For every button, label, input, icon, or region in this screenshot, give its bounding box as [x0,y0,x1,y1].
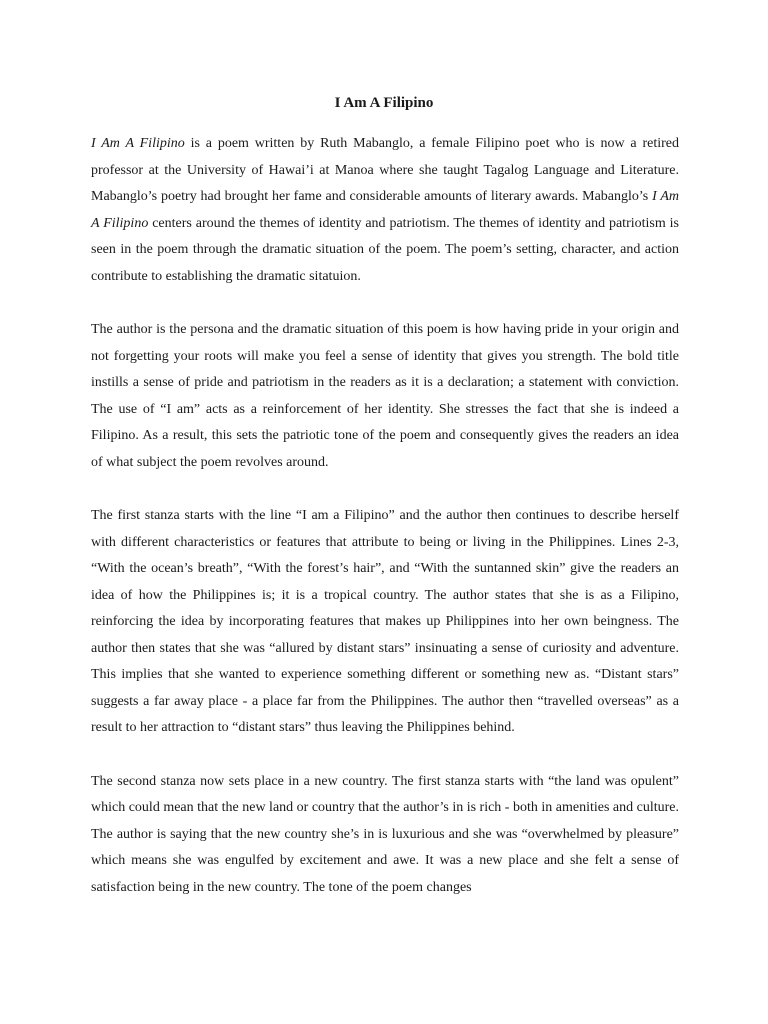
document-body [91,131,679,928]
paragraph-text: The first stanza starts with the line “I am a Filipino” and the author then continues to describe herself with different characteristics or features that attribute to being or living in the Philippines. Lines 2-3, “With the ocean’s breath”, “With the forest’s hair”, and “With the suntanned skin” give the readers an idea of how the Philippines is; it is a tropical country. The author states that she is as a Filipino, reinforcing the idea by incorporating features that makes up Philippines into her own beingness. The author then states that she was “allured by distant stars” insinuating a sense of curiosity and adventure. This implies that she wanted to experience something different or something new as. “Distant stars” suggests a far away place - a place far from the Philippines. The author then “travelled overseas” as a result to her attraction to “distant stars” thus leaving the Philippines behind. [91,508,679,735]
poem-title-italic: I Am A Filipino [91,136,185,151]
paragraph-text: The second stanza now sets place in a new country. The first stanza starts with “the land was opulent” which could mean that the new land or country that the author’s in is rich - both in amenities and culture. The author is saying that the new country she’s in is luxurious and she was “overwhelmed by pleasure” which means she was engulfed by excitement and awe. It was a new place and she felt a sense of satisfaction being in the new country. The tone of the poem changes [91,773,679,895]
poem-title-italic: I Am A Filipino [91,189,679,231]
paragraph-text: centers around the themes of identity and patriotism. The themes of identity and patriotism is seen in the poem through the dramatic situation of the poem. The poem’s setting, character, and action contribute to establishing the dramatic sitatuion. [91,215,679,284]
paragraph-text: The author is the persona and the dramatic situation of this poem is how having pride in your origin and not forgetting your roots will make you feel a sense of identity that gives you strength. The bold title instills a sense of pride and patriotism in the readers as it is a declaration; a statement with conviction. The use of “I am” acts as a reinforcement of her identity. She stresses the fact that she is indeed a Filipino. As a result, this sets the patriotic tone of the poem and consequently gives the readers an idea of what subject the poem revolves around. [91,322,679,470]
paragraph-2 [91,317,679,476]
paragraph-4 [91,769,679,902]
document-title: I Am A Filipino [334,95,434,111]
paragraph-text: is a poem written by Ruth Mabanglo, a female Filipino poet who is now a retired professor at the University of Hawai’i at Manoa where she taught Tagalog Language and Literature. Mabanglo’s poetry had brought her fame and considerable amounts of literary awards. Mabanglo’s [91,136,679,204]
paragraph-3 [91,503,679,742]
paragraph-1 [91,131,679,290]
